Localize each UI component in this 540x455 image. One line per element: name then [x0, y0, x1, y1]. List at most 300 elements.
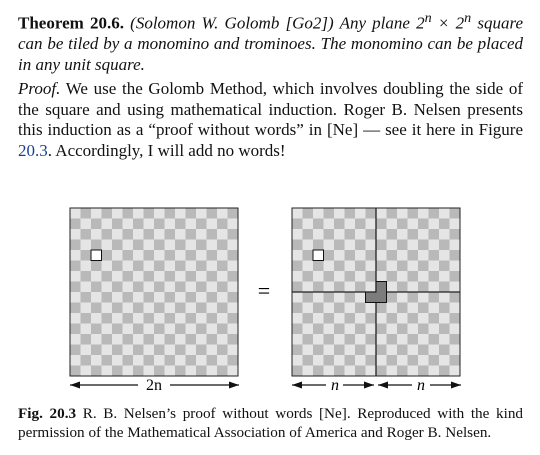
board-cell — [355, 271, 366, 282]
board-cell — [112, 250, 123, 261]
board-cell — [450, 240, 461, 251]
board-cell — [144, 282, 155, 293]
board-cell — [207, 355, 218, 366]
board-cell — [366, 282, 377, 293]
board-cell — [418, 261, 429, 272]
board-cell — [292, 229, 303, 240]
board-cell — [228, 366, 239, 377]
board-cell — [154, 303, 165, 314]
board-cell — [408, 208, 419, 219]
board-cell — [112, 219, 123, 230]
board-cell — [355, 219, 366, 230]
board-cell — [429, 313, 440, 324]
board-cell — [154, 282, 165, 293]
board-cell — [334, 240, 345, 251]
board-cell — [387, 345, 398, 356]
board-cell — [112, 292, 123, 303]
board-cell — [175, 345, 186, 356]
board-cell — [228, 261, 239, 272]
board-cell — [123, 313, 134, 324]
board-cell — [408, 366, 419, 377]
board-cell — [429, 334, 440, 345]
board-cell — [70, 271, 81, 282]
board-cell — [102, 334, 113, 345]
board-cell — [175, 355, 186, 366]
board-cell — [334, 355, 345, 366]
board-cell — [81, 366, 92, 377]
board-cell — [123, 324, 134, 335]
board-cell — [334, 208, 345, 219]
board-cell — [303, 292, 314, 303]
board-cell — [387, 240, 398, 251]
board-cell — [112, 334, 123, 345]
theorem-times: × 2 — [431, 13, 465, 33]
theorem-text-1: (Solomon W. Golomb [Go2]) Any plane 2 — [130, 13, 425, 33]
left-dimension-arrow — [70, 377, 239, 394]
board-cell — [408, 334, 419, 345]
board-cell — [217, 282, 228, 293]
board-cell — [186, 366, 197, 377]
board-cell — [303, 366, 314, 377]
board-cell — [196, 250, 207, 261]
board-cell — [292, 334, 303, 345]
board-cell — [133, 334, 144, 345]
board-cell — [70, 282, 81, 293]
theorem-text-2: square can be tiled by a monomino and trominoes. The monomino can be placed in any unit square. — [18, 13, 523, 74]
board-cell — [207, 229, 218, 240]
board-cell — [387, 229, 398, 240]
board-cell — [91, 292, 102, 303]
board-cell — [154, 345, 165, 356]
board-cell — [81, 324, 92, 335]
board-cell — [429, 229, 440, 240]
board-cell — [112, 261, 123, 272]
board-cell — [165, 229, 176, 240]
board-cell — [217, 250, 228, 261]
board-cell — [70, 250, 81, 261]
board-cell — [102, 303, 113, 314]
board-cell — [70, 303, 81, 314]
board-cell — [303, 261, 314, 272]
board-cell — [429, 208, 440, 219]
board-cell — [186, 324, 197, 335]
board-cell — [186, 282, 197, 293]
board-cell — [303, 324, 314, 335]
board-cell — [387, 366, 398, 377]
board-cell — [303, 219, 314, 230]
board-cell — [292, 324, 303, 335]
board-cell — [418, 240, 429, 251]
board-cell — [154, 240, 165, 251]
board-cell — [207, 261, 218, 272]
board-cell — [144, 334, 155, 345]
caption-label: Fig. 20.3 — [18, 405, 77, 422]
board-cell — [81, 282, 92, 293]
board-cell — [324, 271, 335, 282]
board-cell — [355, 345, 366, 356]
board-cell — [123, 219, 134, 230]
board-cell — [70, 345, 81, 356]
board-cell — [91, 303, 102, 314]
board-cell — [133, 324, 144, 335]
board-cell — [439, 345, 450, 356]
board-cell — [450, 345, 461, 356]
board-cell — [175, 261, 186, 272]
board-cell — [154, 261, 165, 272]
board-cell — [123, 303, 134, 314]
proof-label: Proof. — [18, 79, 61, 98]
board-cell — [154, 313, 165, 324]
board-cell — [102, 271, 113, 282]
board-cell — [123, 345, 134, 356]
board-cell — [81, 208, 92, 219]
board-cell — [186, 303, 197, 314]
board-cell — [228, 282, 239, 293]
board-cell — [439, 355, 450, 366]
board-cell — [418, 345, 429, 356]
board-cell — [450, 208, 461, 219]
board-cell — [165, 345, 176, 356]
board-cell — [70, 366, 81, 377]
board-cell — [366, 345, 377, 356]
board-cell — [165, 324, 176, 335]
board-cell — [324, 324, 335, 335]
board-cell — [175, 366, 186, 377]
board-cell — [376, 313, 387, 324]
board-cell — [387, 292, 398, 303]
board-cell — [207, 250, 218, 261]
board-cell — [186, 334, 197, 345]
theorem-exponent-2: n — [464, 10, 472, 26]
board-cell — [334, 282, 345, 293]
board-cell — [429, 303, 440, 314]
board-cell — [91, 219, 102, 230]
board-cell — [450, 271, 461, 282]
board-cell — [165, 271, 176, 282]
board-cell — [387, 334, 398, 345]
board-cell — [217, 303, 228, 314]
board-cell — [292, 345, 303, 356]
board-cell — [196, 208, 207, 219]
board-cell — [366, 324, 377, 335]
board-cell — [429, 292, 440, 303]
board-cell — [334, 271, 345, 282]
board-cell — [186, 250, 197, 261]
board-cell — [345, 292, 356, 303]
board-cell — [334, 292, 345, 303]
board-cell — [418, 324, 429, 335]
board-cell — [345, 366, 356, 377]
board-cell — [439, 240, 450, 251]
board-cell — [228, 240, 239, 251]
board-cell — [418, 303, 429, 314]
board-cell — [196, 261, 207, 272]
board-cell — [144, 219, 155, 230]
board-cell — [418, 366, 429, 377]
board-cell — [154, 334, 165, 345]
board-cell — [186, 313, 197, 324]
board-cell — [91, 334, 102, 345]
board-cell — [144, 240, 155, 251]
board-cell — [165, 355, 176, 366]
board-cell — [418, 271, 429, 282]
board-cell — [165, 282, 176, 293]
board-cell — [228, 208, 239, 219]
board-cell — [324, 292, 335, 303]
board-cell — [429, 345, 440, 356]
board-cell — [292, 355, 303, 366]
board-cell — [345, 261, 356, 272]
board-cell — [123, 355, 134, 366]
board-cell — [292, 261, 303, 272]
board-cell — [355, 334, 366, 345]
board-cell — [144, 355, 155, 366]
board-cell — [217, 261, 228, 272]
board-cell — [408, 292, 419, 303]
board-cell — [228, 250, 239, 261]
board-cell — [217, 355, 228, 366]
board-cell — [292, 292, 303, 303]
board-cell — [81, 229, 92, 240]
board-cell — [376, 324, 387, 335]
board-cell — [324, 334, 335, 345]
board-cell — [397, 292, 408, 303]
board-cell — [133, 313, 144, 324]
board-cell — [397, 219, 408, 230]
right-dimension-label-1: n — [331, 377, 339, 394]
board-cell — [91, 271, 102, 282]
board-cell — [102, 261, 113, 272]
board-cell — [303, 355, 314, 366]
board-cell — [450, 334, 461, 345]
board-cell — [112, 313, 123, 324]
board-cell — [81, 355, 92, 366]
board-cell — [376, 219, 387, 230]
board-cell — [292, 271, 303, 282]
board-cell — [217, 271, 228, 282]
board-cell — [196, 240, 207, 251]
board-cell — [102, 208, 113, 219]
left-checkerboard — [70, 208, 238, 376]
board-cell — [196, 282, 207, 293]
board-cell — [123, 366, 134, 377]
board-cell — [313, 324, 324, 335]
board-cell — [81, 240, 92, 251]
board-cell — [450, 282, 461, 293]
board-cell — [313, 334, 324, 345]
board-cell — [313, 345, 324, 356]
board-cell — [408, 240, 419, 251]
board-cell — [91, 261, 102, 272]
board-cell — [144, 261, 155, 272]
board-cell — [186, 345, 197, 356]
board-cell — [303, 303, 314, 314]
board-cell — [303, 334, 314, 345]
board-cell — [102, 282, 113, 293]
board-cell — [397, 240, 408, 251]
board-cell — [429, 250, 440, 261]
board-cell — [324, 303, 335, 314]
board-cell — [154, 324, 165, 335]
board-cell — [366, 334, 377, 345]
board-cell — [429, 240, 440, 251]
board-cell — [366, 355, 377, 366]
board-cell — [450, 303, 461, 314]
board-cell — [345, 324, 356, 335]
board-cell — [292, 366, 303, 377]
board-cell — [207, 292, 218, 303]
board-cell — [303, 271, 314, 282]
board-cell — [123, 282, 134, 293]
board-cell — [70, 219, 81, 230]
board-cell — [313, 240, 324, 251]
board-cell — [133, 219, 144, 230]
board-cell — [133, 208, 144, 219]
board-cell — [154, 229, 165, 240]
board-cell — [408, 282, 419, 293]
board-cell — [217, 292, 228, 303]
board-cell — [324, 219, 335, 230]
board-cell — [303, 282, 314, 293]
board-cell — [81, 292, 92, 303]
board-cell — [112, 303, 123, 314]
board-cell — [81, 313, 92, 324]
board-cell — [418, 282, 429, 293]
board-cell — [70, 240, 81, 251]
board-cell — [102, 355, 113, 366]
board-cell — [387, 208, 398, 219]
board-cell — [376, 355, 387, 366]
board-cell — [387, 261, 398, 272]
board-cell — [439, 261, 450, 272]
board-cell — [165, 261, 176, 272]
board-cell — [217, 313, 228, 324]
board-cell — [154, 355, 165, 366]
board-cell — [450, 292, 461, 303]
board-cell — [133, 282, 144, 293]
board-cell — [450, 366, 461, 377]
board-cell — [345, 271, 356, 282]
board-cell — [450, 219, 461, 230]
board-cell — [70, 292, 81, 303]
board-cell — [313, 208, 324, 219]
board-cell — [81, 345, 92, 356]
board-cell — [439, 219, 450, 230]
board-cell — [175, 208, 186, 219]
board-cell — [366, 208, 377, 219]
board-cell — [70, 261, 81, 272]
board-cell — [165, 240, 176, 251]
board-cell — [439, 282, 450, 293]
board-cell — [292, 303, 303, 314]
right-monomino — [313, 250, 324, 261]
board-cell — [207, 303, 218, 314]
board-cell — [376, 334, 387, 345]
board-cell — [324, 208, 335, 219]
board-cell — [376, 250, 387, 261]
board-cell — [133, 261, 144, 272]
theorem-label: Theorem 20.6. — [18, 13, 124, 33]
board-cell — [408, 345, 419, 356]
board-cell — [196, 355, 207, 366]
board-cell — [91, 229, 102, 240]
board-cell — [196, 313, 207, 324]
board-cell — [418, 219, 429, 230]
board-cell — [70, 208, 81, 219]
board-cell — [345, 313, 356, 324]
board-cell — [112, 355, 123, 366]
board-cell — [408, 355, 419, 366]
board-cell — [81, 250, 92, 261]
board-cell — [355, 313, 366, 324]
board-cell — [217, 219, 228, 230]
board-cell — [196, 271, 207, 282]
board-cell — [133, 271, 144, 282]
board-cell — [91, 366, 102, 377]
board-cell — [313, 303, 324, 314]
figure-reference-link[interactable]: 20.3 — [18, 140, 48, 160]
board-cell — [324, 261, 335, 272]
board-cell — [196, 366, 207, 377]
board-cell — [429, 355, 440, 366]
board-cell — [123, 250, 134, 261]
board-cell — [102, 250, 113, 261]
board-cell — [81, 219, 92, 230]
board-cell — [81, 303, 92, 314]
board-cell — [429, 219, 440, 230]
board-cell — [397, 271, 408, 282]
board-cell — [355, 282, 366, 293]
board-cell — [418, 229, 429, 240]
board-cell — [112, 282, 123, 293]
board-cell — [418, 313, 429, 324]
board-cell — [165, 366, 176, 377]
board-cell — [165, 208, 176, 219]
board-cell — [439, 229, 450, 240]
board-cell — [165, 292, 176, 303]
board-cell — [376, 261, 387, 272]
board-cell — [355, 250, 366, 261]
board-cell — [228, 229, 239, 240]
board-cell — [175, 271, 186, 282]
board-cell — [102, 229, 113, 240]
board-cell — [450, 324, 461, 335]
board-cell — [387, 271, 398, 282]
board-cell — [133, 366, 144, 377]
board-cell — [175, 282, 186, 293]
board-cell — [123, 229, 134, 240]
board-cell — [397, 313, 408, 324]
board-cell — [102, 240, 113, 251]
board-cell — [133, 250, 144, 261]
board-cell — [292, 219, 303, 230]
board-cell — [91, 282, 102, 293]
board-cell — [207, 219, 218, 230]
board-cell — [366, 219, 377, 230]
board-cell — [334, 366, 345, 377]
board-cell — [154, 250, 165, 261]
board-cell — [450, 261, 461, 272]
board-cell — [324, 250, 335, 261]
board-cell — [70, 229, 81, 240]
board-cell — [303, 345, 314, 356]
board-cell — [334, 219, 345, 230]
board-cell — [418, 292, 429, 303]
board-cell — [313, 355, 324, 366]
board-cell — [112, 240, 123, 251]
board-cell — [345, 219, 356, 230]
board-cell — [397, 250, 408, 261]
